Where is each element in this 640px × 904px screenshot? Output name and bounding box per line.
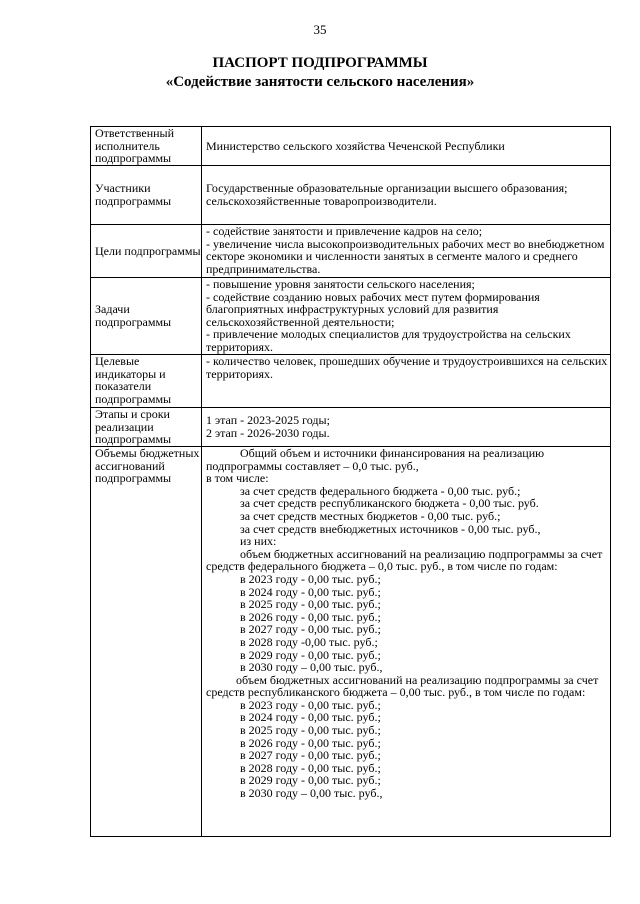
federal-year-item: в 2024 году - 0,00 тыс. руб.;: [240, 584, 381, 599]
republic-year-item: в 2027 году - 0,00 тыс. руб.;: [240, 748, 381, 763]
value-funding: [202, 447, 611, 837]
republic-year-item: в 2025 году - 0,00 тыс. руб.;: [240, 723, 381, 738]
value-participants-text: Государственные образовательные организации высшего образования; сельскохозяйственные товаропроизводители.: [206, 181, 568, 208]
table-row-goals: [91, 225, 611, 278]
funding-source: за счет средств федерального бюджета - 0,00 тыс. руб.;: [240, 483, 521, 498]
federal-year-item: в 2029 году - 0,00 тыс. руб.;: [240, 647, 381, 662]
funding-federal-intro: объем бюджетных ассигнований на реализацию подпрограммы за счет средств федерального бюджета – 0,0 тыс. руб., в том числе по годам:: [206, 546, 603, 574]
label-stages: Этапы и сроки реализации подпрограммы: [91, 408, 202, 447]
table-row-participants: [91, 166, 611, 225]
value-executor-text: Министерство сельского хозяйства Чеченской Республики: [206, 138, 505, 153]
page-title: [0, 54, 640, 92]
label-participants-text: Участники подпрограммы: [95, 181, 172, 208]
value-indicators: - количество человек, прошедших обучение и трудоустроившихся на сельских территориях.: [202, 355, 611, 408]
funding-source: за счет средств местных бюджетов - 0,00 тыс. руб.;: [240, 508, 501, 523]
task-item: - содействие созданию новых рабочих мест путем формирования благоприятных инфраструктурных условий для развития сельскохозяйственной деятельности;: [206, 289, 540, 329]
title-line-2: «Содействие занятости сельского населения»: [165, 74, 475, 90]
federal-year-item: в 2027 году - 0,00 тыс. руб.;: [240, 622, 381, 637]
value-tasks: [202, 278, 611, 355]
table-row-stages: [91, 408, 611, 447]
page-number: 35: [313, 22, 327, 37]
task-item: - привлечение молодых специалистов для трудоустройства на сельских территориях.: [206, 327, 571, 354]
table-row-funding: [91, 447, 611, 837]
title-line-1: ПАСПОРТ ПОДПРОГРАММЫ: [212, 55, 428, 71]
stage-item: 1 этап - 2023-2025 годы;: [206, 413, 330, 427]
label-tasks-text: Задачи подпрограммы: [95, 302, 172, 329]
label-goals-text: Цели подпрограммы: [95, 243, 201, 258]
task-item: - повышение уровня занятости сельского населения;: [206, 277, 475, 291]
label-funding: Объемы бюджетных ассигнований подпрограммы: [91, 447, 202, 837]
republic-year-item: в 2024 году - 0,00 тыс. руб.;: [240, 710, 381, 725]
funding-source: за счет средств внебюджетных источников - 0,00 тыс. руб.,: [240, 521, 541, 536]
passport-table: [90, 126, 611, 837]
federal-year-item: в 2025 году - 0,00 тыс. руб.;: [240, 597, 381, 612]
label-executor: Ответственный исполнитель подпрограммы: [91, 127, 202, 166]
value-participants: [202, 166, 611, 225]
funding-source: за счет средств республиканского бюджета - 0,00 тыс. руб.: [240, 496, 539, 511]
label-tasks: [91, 278, 202, 355]
label-indicators: Целевые индикаторы и показатели подпрограммы: [91, 355, 202, 408]
value-goals: [202, 225, 611, 278]
federal-year-item: в 2023 году - 0,00 тыс. руб.;: [240, 571, 381, 586]
republic-year-item: в 2023 году - 0,00 тыс. руб.;: [240, 697, 381, 712]
goal-item: - содействие занятости и привлечение кадров на село;: [206, 224, 483, 238]
republic-year-item: в 2029 году - 0,00 тыс. руб.;: [240, 773, 381, 788]
republic-year-item: в 2030 году – 0,00 тыс. руб.,: [240, 786, 383, 801]
table-row-indicators: [91, 355, 611, 408]
funding-of-them: из них:: [240, 534, 277, 549]
federal-year-item: в 2030 году – 0,00 тыс. руб.,: [240, 660, 383, 675]
federal-year-item: в 2026 году - 0,00 тыс. руб.;: [240, 609, 381, 624]
label-participants: [91, 166, 202, 225]
label-goals: [91, 225, 202, 278]
republic-year-item: в 2028 году - 0,00 тыс. руб.;: [240, 760, 381, 775]
federal-year-item: в 2028 году -0,00 тыс. руб.;: [240, 634, 378, 649]
goal-item: - увеличение числа высокопроизводительных рабочих мест во внебюджетном секторе экономики и численности занятых в сегменте малого и среднего предпринимательства.: [206, 236, 605, 276]
value-stages: [202, 408, 611, 447]
stage-item: 2 этап - 2026-2030 годы.: [206, 425, 330, 440]
table-row-tasks: [91, 278, 611, 355]
value-executor: [202, 127, 611, 166]
funding-including: в том числе:: [206, 471, 269, 486]
republic-year-item: в 2026 году - 0,00 тыс. руб.;: [240, 735, 381, 750]
funding-republic-intro: объем бюджетных ассигнований на реализацию подпрограммы за счет средств республиканского бюджета – 0,00 тыс. руб., в том числе по годам:: [206, 672, 599, 700]
funding-intro: Общий объем и источники финансирования на реализацию подпрограммы составляет – 0,0 тыс. руб.,: [206, 446, 545, 473]
table-row-executor: [91, 127, 611, 166]
